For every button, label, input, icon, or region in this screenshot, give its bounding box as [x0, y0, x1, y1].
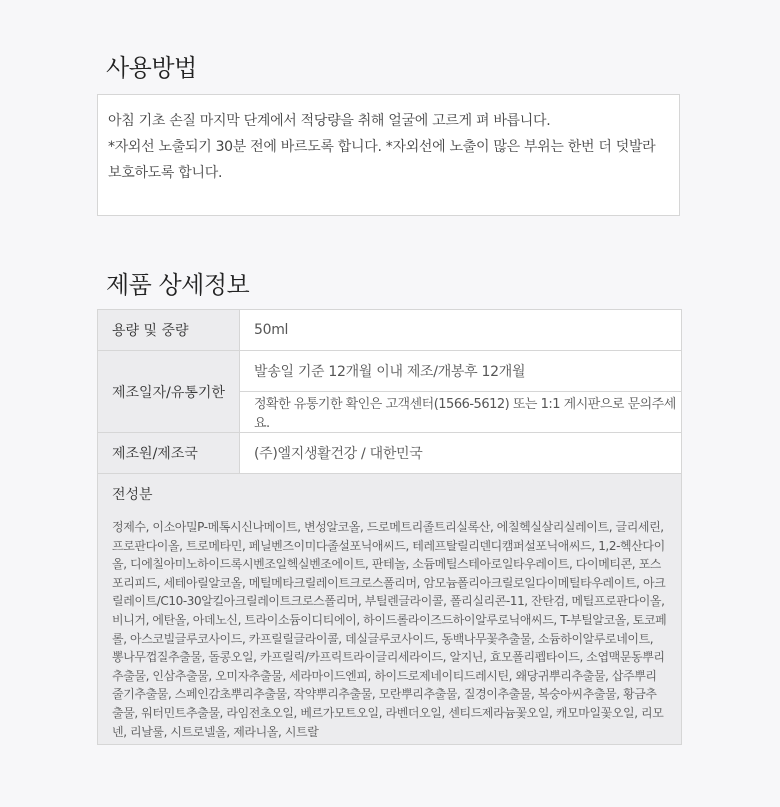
spec-row-expiry — [98, 350, 681, 432]
usage-description-box — [97, 94, 680, 216]
ingredients-label: 전성분 — [112, 487, 153, 503]
product-details-title: 제품 상세정보 — [106, 271, 250, 299]
product-spec-table — [97, 309, 682, 745]
spec-row-capacity — [98, 310, 681, 350]
spec-label: 용량 및 중량 — [98, 310, 240, 350]
spec-label: 제조원/제조국 — [98, 433, 240, 473]
spec-row-manufacturer — [98, 432, 681, 473]
usage-line: 아침 기초 손질 마지막 단계에서 적당량을 취해 얼굴에 고르게 펴 바릅니다. — [108, 113, 551, 129]
spec-value: 50ml — [254, 322, 289, 338]
ingredients-section — [98, 473, 681, 744]
ingredients-text: 정제수, 이소아밀P-메톡시신나메이트, 변성알코올, 드로메트리졸트리실록산, 에칠헥실살리실레이트, 글리세린, 프로판다이올, 트로메타민, 페닐벤즈이미다졸설포닉애씨드, 테레프탈릴리덴디캠퍼설포닉애씨드, 1,2-헥산다이올, 디에칠아미노하이드록시벤조일헥실벤조에이트, 판테놀, 소듐메틸스테아로일타우레이트, 다이메티콘, 포스포리피드, 세테아릴알코올, 메틸메타크릴레이트크로스폴리머, 암모늄폴리아크릴로일다이메틸타우레이트, 아크릴레이트/C10-30알킬아크릴레이트크로스폴리머, 부틸렌글라이콜, 폴리실리콘-11, 잔탄검, 메틸프로판다이올, 비니거, 에탄올, 아데노신, 트라이소듐이디티에이, 하이드롤라이즈드하이알루로닉애씨드, T-부틸알코올, 토코페롤, 아스코빌글루코사이드, 카프릴릴글라이콜, 데실글루코사이드, 동백나무꽃추출물, 소듐하이알루로네이트, 뽕나무껍질추출물, 돌콩오일, 카프릴릭/카프릭트라이글리세라이드, 알지닌, 효모폴리펩타이드, 소엽맥문동뿌리추출물, 인삼추출물, 오미자추출물, 세라마이드엔피, 하이드로제네이티드레시틴, 왜당귀뿌리추출물, 삽주뿌리줄기추출물, 스페인감초뿌리추출물, 작약뿌리추출물, 모란뿌리추출물, 질경이추출물, 복숭아씨추출물, 황금추출물, 워터민트추출물, 라임전초오일, 베르가모트오일, 라벤더오일, 센티드제라늄꽃오일, 캐모마일꽃오일, 리모넨, 리날룰, 시트로넬올, 제라니올, 시트랄 — [112, 520, 667, 739]
spec-value: (주)엘지생활건강 / 대한민국 — [254, 446, 423, 462]
spec-value: 발송일 기준 12개월 이내 제조/개봉후 12개월 — [254, 364, 526, 380]
spec-note: 정확한 유통기한 확인은 고객센터(1566-5612) 또는 1:1 게시판으로 문의주세요. — [240, 391, 681, 432]
usage-section-title: 사용방법 — [106, 54, 197, 82]
usage-line: *자외선 노출되기 30분 전에 바르도록 합니다. *자외선에 노출이 많은 부위는 한번 더 덧발라 — [108, 139, 656, 155]
usage-line: 보호하도록 합니다. — [108, 165, 223, 181]
spec-label: 제조일자/유통기한 — [98, 351, 240, 432]
